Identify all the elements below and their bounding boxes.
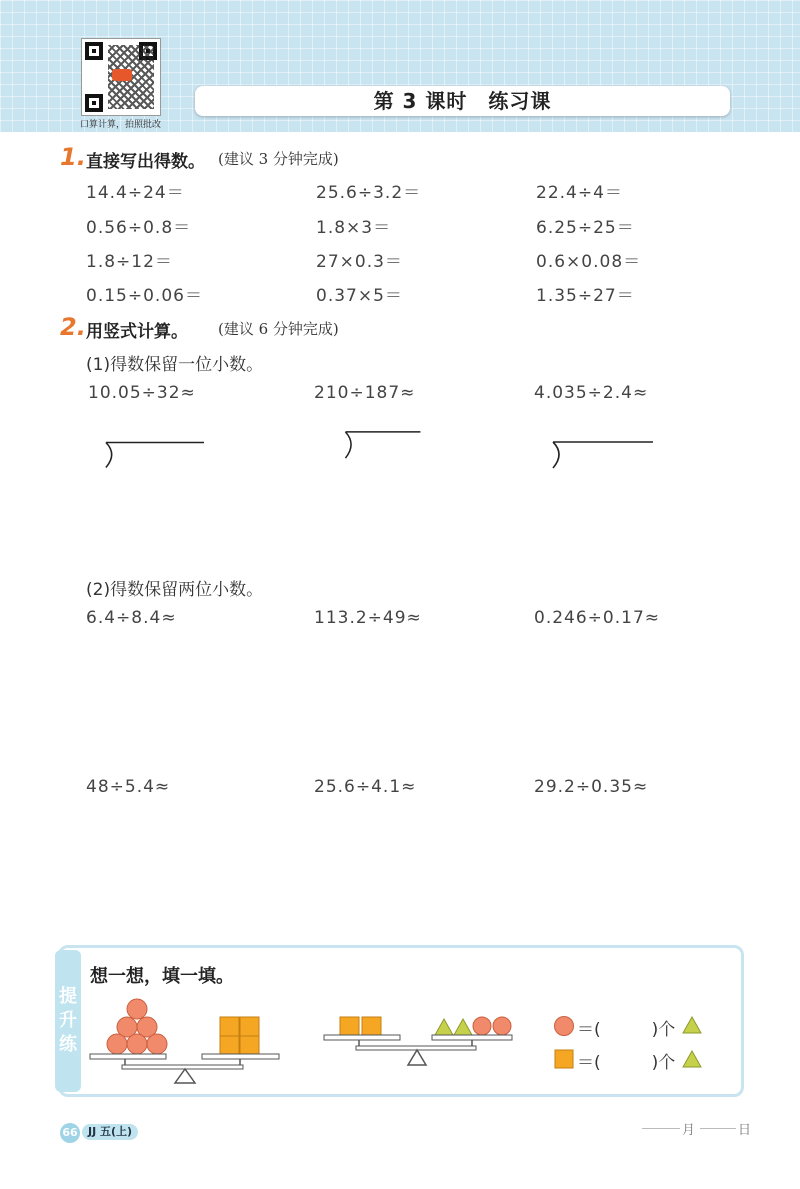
lesson-title: 第 3 课时 练习课 [373, 89, 552, 113]
division-bracket [341, 430, 423, 460]
month-blank[interactable] [642, 1128, 680, 1129]
balance-scale-1 [88, 995, 283, 1087]
section-2-number: 2. [60, 313, 86, 341]
page-number: 66 [60, 1123, 80, 1143]
day-label: 日 [738, 1123, 752, 1138]
problem: 25.6÷4.1≈ [314, 777, 417, 797]
qr-caption: 口算计算，拍照批改 [80, 120, 162, 130]
square-icon [554, 1049, 574, 1069]
problem: 48÷5.4≈ [86, 777, 171, 797]
tab-char: 升 [59, 1010, 77, 1031]
problem: 27×0.3＝ [316, 252, 403, 272]
problem: 0.37×5＝ [316, 286, 403, 306]
problem: 4.035÷2.4≈ [534, 383, 649, 403]
problem: 10.05÷32≈ [88, 383, 196, 403]
section-1-number: 1. [60, 143, 86, 171]
answer-circle: ＝( )个 [577, 1020, 676, 1040]
problem: 210÷187≈ [314, 383, 416, 403]
square-stack [220, 1017, 259, 1055]
problem: 6.25÷25＝ [536, 218, 635, 238]
lesson-title-box [195, 86, 730, 116]
qr-code[interactable] [81, 38, 161, 116]
tab-char: 练 [59, 1034, 77, 1055]
day-blank[interactable] [700, 1128, 736, 1129]
qr-finder [85, 42, 103, 60]
problem: 0.246÷0.17≈ [534, 608, 661, 628]
problem: 25.6÷3.2＝ [316, 183, 422, 203]
problem: 1.35÷27＝ [536, 286, 635, 306]
division-bracket [104, 440, 204, 470]
part-2-label: (2)得数保留两位小数。 [86, 580, 264, 600]
problem: 1.8÷12＝ [86, 252, 173, 272]
section-2-title: 用竖式计算。 [86, 322, 188, 342]
answer-square: ＝( )个 [577, 1053, 676, 1073]
problem: 14.4÷24＝ [86, 183, 185, 203]
problem: 1.8×3＝ [316, 218, 392, 238]
triangle-icon [681, 1049, 703, 1069]
circle-icon [553, 1015, 575, 1037]
division-bracket [551, 440, 653, 470]
part-1-label: (1)得数保留一位小数。 [86, 355, 264, 375]
balance-scale-2 [322, 1013, 517, 1068]
problem: 0.56÷0.8＝ [86, 218, 192, 238]
problem: 6.4÷8.4≈ [86, 608, 177, 628]
section-1-hint: (建议 3 分钟完成) [218, 150, 339, 168]
grade-badge: JJ 五(上) [82, 1124, 138, 1140]
qr-finder [85, 94, 103, 112]
triangle-icon [681, 1015, 703, 1035]
circle-pile [107, 999, 167, 1054]
problem: 0.15÷0.06＝ [86, 286, 203, 306]
problem: 113.2÷49≈ [314, 608, 422, 628]
qr-logo [112, 69, 132, 81]
section-1-title: 直接写出得数。 [86, 152, 205, 172]
extension-tab [55, 950, 81, 1092]
tab-char: 提 [59, 986, 77, 1007]
extension-title: 想一想，填一填。 [90, 966, 234, 987]
problem: 22.4÷4＝ [536, 183, 623, 203]
problem: 0.6×0.08＝ [536, 252, 642, 272]
month-label: 月 [682, 1123, 696, 1138]
section-2-hint: (建议 6 分钟完成) [218, 320, 339, 338]
problem: 29.2÷0.35≈ [534, 777, 649, 797]
